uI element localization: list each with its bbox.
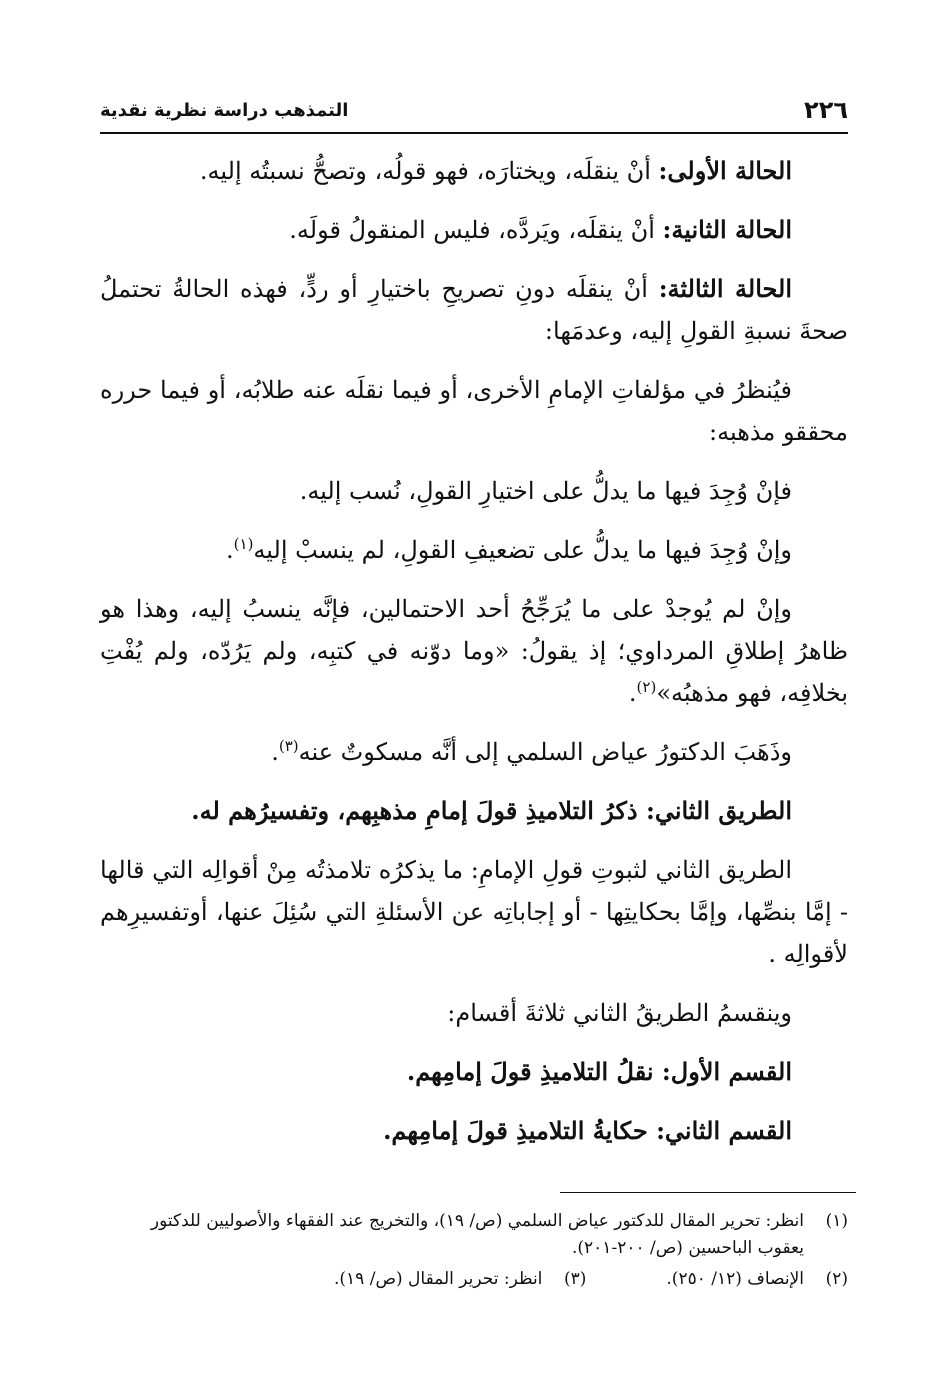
case-two-text: أنْ ينقلَه، ويَردَّه، فليس المنقولُ قولَه. [289, 216, 663, 244]
sulami-text: وذَهَبَ الدكتورُ عياض السلمي إلى أنَّه مسكوتٌ عنه [298, 738, 792, 766]
header-rule [100, 132, 848, 134]
case-one-label: الحالة الأولى: [658, 156, 792, 185]
footnotes [100, 1208, 848, 1297]
not-found-text: وإنْ لم يُوجدْ على ما يُرَجِّحُ أحد الاحتمالين، فإنَّه ينسبُ إليه، وهذا هو ظاهرُ إطلاقِ المرداوي؛ إذ يقولُ: «وما دوّنه في كتبِه، ولم يَرُدّه، ولم يُفْتِ بخلافِه، فهو مذهبُه» [100, 595, 848, 707]
paragraph-case-one [100, 150, 848, 192]
paragraph-if-found-weakening [100, 529, 848, 571]
case-one-text: أنْ ينقلَه، ويختارَه، فهو قولُه، وتصحُّ نسبتُه إليه. [199, 157, 659, 185]
footnote-1-number: (١) [825, 1211, 848, 1231]
sentence-end: . [628, 679, 637, 707]
paragraph-sulami-view [100, 731, 848, 773]
footnote-3-number: (٣) [563, 1269, 587, 1289]
footnote-ref-3[interactable]: (٣) [278, 737, 299, 755]
footnote-3-text: انظر: تحرير المقال (ص/ ١٩). [334, 1269, 543, 1289]
main-text [100, 150, 848, 1169]
section-heading-second-path: الطريق الثاني: ذكرُ التلاميذِ قولَ إمامِ مذهبِهم، وتفسيرُهم له. [191, 796, 792, 825]
footnote-rule [560, 1192, 856, 1193]
paragraph-case-two [100, 209, 848, 251]
footnote-2 [666, 1266, 848, 1293]
paragraph-look-in-works: فيُنظرُ في مؤلفاتِ الإمامِ الأخرى، أو فيما نقلَه عنه طلابُه، أو فيما حرره محققو مذهبه: [100, 376, 848, 446]
running-title: التمذهب دراسة نظرية نقدية [100, 100, 349, 121]
footnote-3 [334, 1266, 586, 1293]
footnote-2-number: (٢) [825, 1269, 848, 1289]
footnote-2-text: الإنصاف (١٢/ ٢٥٠). [666, 1269, 804, 1289]
page-number: ٢٢٦ [804, 96, 848, 124]
case-three-text: أنْ ينقلَه دونِ تصريحِ باختيارِ أو ردٍّ، فهذه الحالةُ تحتملُ صحةَ نسبةِ القولِ إليه، وعدمَها: [100, 275, 848, 345]
footnote-ref-1[interactable]: (١) [233, 535, 254, 553]
paragraph-if-not-found [100, 588, 848, 714]
sentence-end: . [226, 536, 234, 564]
paragraph-if-found-choice: فإنْ وُجِدَ فيها ما يدلُّ على اختيارِ القولِ، نُسب إليه. [299, 477, 792, 505]
footnote-row-2-3 [100, 1266, 848, 1297]
paragraph-second-path: الطريق الثاني لثبوتِ قولِ الإمامِ: ما يذكرُه تلامذتُه مِنْ أقوالِه التي قالها - إمَّا بنصِّها، وإمَّا بحكايتِها - أو إجاباتِه عن الأسئلةِ التي سُئِلَ عنها، أوتفسيرِهم لأقوالِه . [100, 856, 848, 968]
heading-division-one: القسم الأول: نقلُ التلاميذِ قولَ إمامِهم. [406, 1057, 792, 1086]
footnote-1-text: انظر: تحرير المقال للدكتور عياض السلمي (ص/ ١٩)، والتخريج عند الفقهاء والأصوليين للدكتور يعقوب الباحسين (ص/ ٢٠٠-٢٠١). [150, 1211, 804, 1258]
footnote-1 [100, 1208, 848, 1262]
paragraph-case-three [100, 268, 848, 352]
heading-division-two: القسم الثاني: حكايةُ التلاميذِ قولَ إمامِهم. [383, 1116, 792, 1145]
weakening-text: وإنْ وُجِدَ فيها ما يدلُّ على تضعيفِ القولِ، لم ينسبْ إليه [253, 536, 792, 564]
case-three-label: الحالة الثالثة: [658, 274, 793, 303]
footnote-ref-2[interactable]: (٢) [636, 678, 657, 696]
page-header [100, 96, 848, 130]
case-two-label: الحالة الثانية: [662, 215, 792, 244]
sentence-end: . [271, 738, 279, 766]
paragraph-divisions: وينقسمُ الطريقُ الثاني ثلاثةَ أقسام: [447, 999, 792, 1027]
